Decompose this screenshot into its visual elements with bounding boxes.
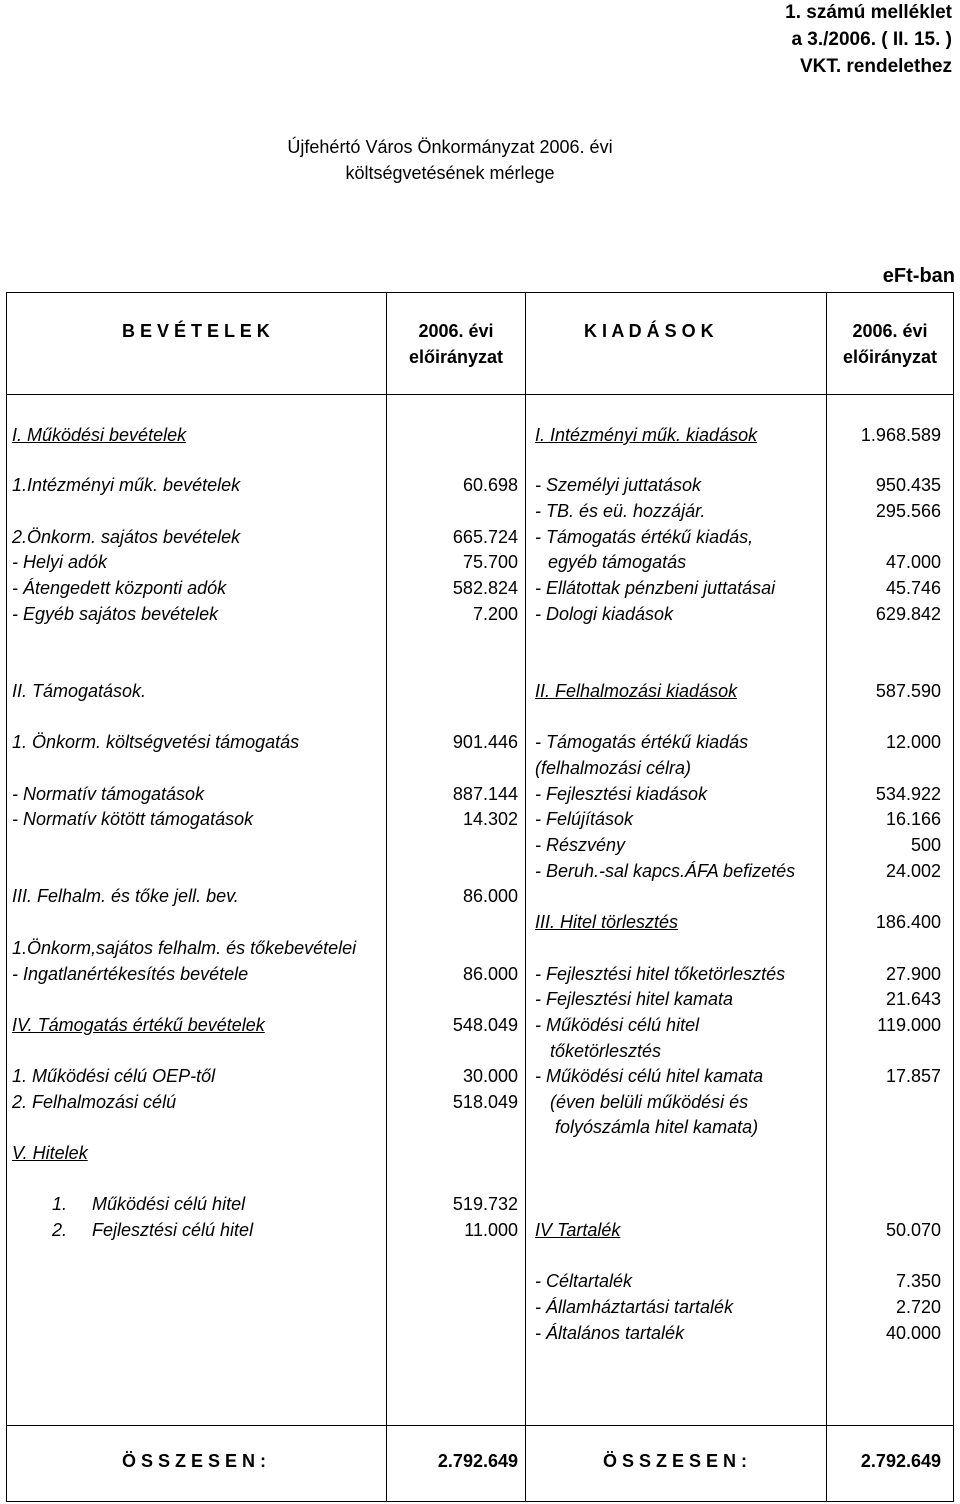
expense-section-4-value: 50.070 <box>885 1220 941 1240</box>
revenue-row-value: 30.000 <box>462 1066 518 1086</box>
header-bottom-border <box>6 394 954 395</box>
revenue-total-label: Ö S S Z E S E N : <box>122 1451 267 1471</box>
revenue-row-number: 1. <box>52 1194 68 1214</box>
revenue-budget-header-line-1: 2006. évi <box>418 321 494 341</box>
expense-budget-header-line-1: 2006. évi <box>852 321 928 341</box>
expense-total-label: Ö S S Z E S E N : <box>603 1451 748 1471</box>
revenue-row-value: 519.732 <box>452 1194 518 1214</box>
revenue-header: B E V É T E L E K <box>122 321 270 341</box>
expense-row-label: - Támogatás értékű kiadás, <box>535 527 754 547</box>
revenue-row-label: - Normatív kötött támogatások <box>12 809 254 829</box>
expense-row-value: 45.746 <box>885 578 941 598</box>
expense-section-3-value: 186.400 <box>875 912 941 932</box>
column-divider-2 <box>525 292 526 1502</box>
expense-section-2-title: II. Felhalmozási kiadások <box>535 681 738 701</box>
expense-row-value: 16.166 <box>885 809 941 829</box>
revenue-row-value: 7.200 <box>472 604 518 624</box>
revenue-row-label: - Egyéb sajátos bevételek <box>12 604 219 624</box>
table-left-border <box>6 292 7 1502</box>
expense-row-value: 24.002 <box>885 861 941 881</box>
revenue-row-label: Fejlesztési célú hitel <box>92 1220 254 1240</box>
revenue-row-value: 14.302 <box>462 809 518 829</box>
expense-row-label: - Dologi kiadások <box>535 604 674 624</box>
expense-row-label-continued: folyószámla hitel kamata) <box>555 1117 759 1137</box>
expense-row-value: 295.566 <box>875 501 941 521</box>
revenue-row-value: 901.446 <box>452 732 518 752</box>
revenue-row-value: 11.000 <box>464 1220 518 1240</box>
expense-row-value: 17.857 <box>885 1066 941 1086</box>
expense-row-label: - Fejlesztési kiadások <box>535 784 708 804</box>
revenue-row-value: 665.724 <box>452 527 518 547</box>
revenue-row-number: 2. <box>52 1220 68 1240</box>
expense-row-value: 534.922 <box>875 784 941 804</box>
revenue-row-label: 1.Önkorm,sajátos felhalm. és tőkebevételei <box>12 938 357 958</box>
expense-row-label-continued: tőketörlesztés <box>550 1041 662 1061</box>
revenue-row-label: - Helyi adók <box>12 552 108 572</box>
document-title-line-1: Újfehértó Város Önkormányzat 2006. évi <box>287 137 613 157</box>
table-bottom-border <box>6 1501 954 1502</box>
expense-row-label: - Részvény <box>535 835 626 855</box>
revenue-row-value: 518.049 <box>452 1092 518 1112</box>
total-top-border <box>6 1425 954 1426</box>
expense-row-label: - Működési célú hitel <box>535 1015 700 1035</box>
revenue-row-value: 887.144 <box>452 784 518 804</box>
expense-section-3-title: III. Hitel törlesztés <box>535 912 679 932</box>
expense-row-label: - Működési célú hitel kamata <box>535 1066 764 1086</box>
expense-row-label: - Támogatás értékű kiadás <box>535 732 749 752</box>
expense-row-label: - Céltartalék <box>535 1271 633 1291</box>
revenue-row-label: 1. Önkorm. költségvetési támogatás <box>12 732 300 752</box>
expense-row-value: 21.643 <box>885 989 941 1009</box>
revenue-section-3-title: III. Felhalm. és tőke jell. bev. <box>12 886 239 906</box>
expense-row-label: - Fejlesztési hitel tőketörlesztés <box>535 964 786 984</box>
expense-row-value: 40.000 <box>885 1323 941 1343</box>
revenue-section-4-title: IV. Támogatás értékű bevételek <box>12 1015 265 1035</box>
expense-row-value: 7.350 <box>895 1271 941 1291</box>
expense-row-label: - Ellátottak pénzbeni juttatásai <box>535 578 776 598</box>
expense-row-label-continued: egyéb támogatás <box>548 552 687 572</box>
expense-section-2-value: 587.590 <box>875 681 941 701</box>
expense-budget-header-line-2: előirányzat <box>842 347 938 367</box>
table-top-border <box>6 292 954 293</box>
expense-section-1-title: I. Intézményi műk. kiadások <box>535 425 758 445</box>
expense-row-value: 27.900 <box>885 964 941 984</box>
document-title-line-2: költségvetésének mérlege <box>345 163 555 183</box>
annex-line-1: 1. számú melléklet <box>785 2 952 23</box>
expense-row-value: 629.842 <box>875 604 941 624</box>
revenue-total-value: 2.792.649 <box>437 1451 518 1471</box>
expense-row-value: 119.000 <box>877 1015 941 1035</box>
revenue-row-value: 86.000 <box>462 964 518 984</box>
revenue-row-label: 2. Felhalmozási célú <box>12 1092 177 1112</box>
expense-section-1-value: 1.968.589 <box>860 425 941 445</box>
expense-row-label: - Fejlesztési hitel kamata <box>535 989 734 1009</box>
revenue-row-value: 582.824 <box>452 578 518 598</box>
revenue-section-2-title: II. Támogatások. <box>12 681 147 701</box>
expense-row-label: - Általános tartalék <box>535 1323 685 1343</box>
annex-line-2: a 3./2006. ( II. 15. ) <box>791 29 952 50</box>
expense-row-value: 2.720 <box>895 1297 941 1317</box>
revenue-budget-header-line-2: előirányzat <box>408 347 504 367</box>
unit-label: eFt-ban <box>882 265 955 287</box>
annex-line-3: VKT. rendelethez <box>799 56 952 77</box>
revenue-row-label: - Ingatlanértékesítés bevétele <box>12 964 249 984</box>
expense-row-label: - Felújítások <box>535 809 634 829</box>
expense-section-4-title: IV Tartalék <box>535 1220 621 1240</box>
expense-row-label: - Személyi juttatások <box>535 475 702 495</box>
revenue-row-label: 1.Intézményi műk. bevételek <box>12 475 241 495</box>
expense-row-value: 950.435 <box>875 475 941 495</box>
revenue-row-label: - Normatív támogatások <box>12 784 205 804</box>
revenue-row-label: 2.Önkorm. sajátos bevételek <box>12 527 241 547</box>
expense-header: K I A D Á S O K <box>584 321 714 341</box>
revenue-row-value: 75.700 <box>462 552 518 572</box>
revenue-row-value: 60.698 <box>462 475 518 495</box>
revenue-section-5-title: V. Hitelek <box>12 1143 88 1163</box>
expense-row-value: 500 <box>910 835 941 855</box>
expense-row-label-continued: (felhalmozási célra) <box>535 758 692 778</box>
expense-row-label: - Államháztartási tartalék <box>535 1297 734 1317</box>
revenue-row-label: 1. Működési célú OEP-től <box>12 1066 216 1086</box>
revenue-section-3-value: 86.000 <box>462 886 518 906</box>
revenue-row-label: Működési célú hitel <box>92 1194 246 1214</box>
expense-row-label-continued: (éven belüli működési és <box>550 1092 749 1112</box>
expense-row-value: 47.000 <box>885 552 941 572</box>
expense-total-value: 2.792.649 <box>860 1451 941 1471</box>
expense-row-label: - TB. és eü. hozzájár. <box>535 501 706 521</box>
revenue-section-4-value: 548.049 <box>452 1015 518 1035</box>
expense-row-label: - Beruh.-sal kapcs.ÁFA befizetés <box>535 861 796 881</box>
revenue-section-1-title: I. Működési bevételek <box>12 425 187 445</box>
revenue-row-label: - Átengedett központi adók <box>12 578 227 598</box>
table-right-border <box>953 292 954 1502</box>
expense-row-value: 12.000 <box>885 732 941 752</box>
